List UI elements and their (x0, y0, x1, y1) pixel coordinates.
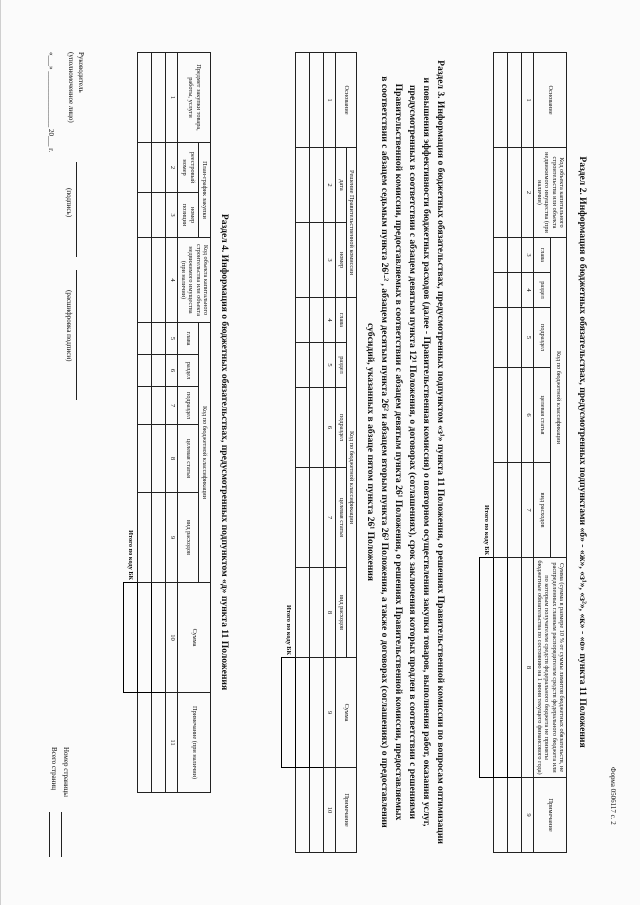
rotated-form-sheet (10, 12, 625, 897)
s3-cell[interactable] (296, 298, 310, 343)
s2-total-label: Итого по коду БК (483, 505, 491, 556)
s3-cell[interactable] (296, 388, 310, 468)
s4-h-podrazdel: подраздел (178, 387, 199, 425)
total-pages-label: Всего страниц (50, 747, 58, 791)
s3-title-line: и повышения эффективности бюджетных расходов (далее - Правительственная комиссия) о повторном осуществлении закупки товаров, выполнения работ, оказания услуг, (421, 77, 432, 827)
s3-cell[interactable] (296, 53, 310, 148)
s2-cell[interactable] (508, 463, 522, 558)
s4-cell[interactable] (152, 493, 166, 583)
s3-cell[interactable] (310, 568, 324, 658)
s3-num: 10 (324, 768, 336, 853)
s2-cell[interactable] (494, 368, 508, 463)
page-edge (0, 0, 1, 905)
s3-cell[interactable] (296, 223, 310, 298)
s2-cell[interactable] (494, 238, 508, 273)
s2-num: 9 (522, 778, 534, 853)
s4-cell[interactable] (138, 355, 152, 387)
s2-h-target: целевая статья (534, 368, 550, 463)
page-number-label: Номер страницы (62, 747, 70, 798)
s3-cell[interactable] (296, 568, 310, 658)
s3-cell[interactable] (310, 298, 324, 343)
signature-line[interactable] (76, 162, 77, 257)
s3-empty (282, 768, 296, 853)
s3-title-line: Правительственной комиссии, предоставляемых в соответствии с абзацем девятым пункта 26¹ Положения, о решениях Правительственной комиссии, предоставляемых (393, 83, 404, 821)
s3-total-label: Итого по коду БК (285, 605, 293, 656)
s2-cell[interactable] (508, 308, 522, 368)
s3-h-number: номер (336, 223, 346, 298)
s3-cell[interactable] (310, 388, 324, 468)
s4-empty (138, 793, 211, 853)
s4-num: 8 (166, 425, 178, 493)
s2-num: 8 (522, 558, 534, 778)
s2-total-value[interactable] (480, 558, 494, 778)
s2-cell[interactable] (494, 148, 508, 238)
head-label: Руководитель (77, 52, 85, 93)
s4-h-glava: глава (178, 323, 199, 355)
section3-table (281, 52, 357, 853)
s4-num: 4 (166, 238, 178, 323)
s4-cell[interactable] (152, 355, 166, 387)
s2-h-object: Код объекта капитального строительства или объекта недвижимого имущества (при наличии) (534, 148, 567, 238)
s2-num: 4 (522, 273, 534, 308)
head-sub: (уполномоченное лицо) (67, 52, 75, 123)
s3-cell[interactable] (296, 343, 310, 388)
s4-cell[interactable] (138, 238, 152, 323)
s4-cell[interactable] (138, 583, 152, 693)
s3-title-line: Раздел 3. Информация о бюджетных обязательствах, предусмотренных подпунктом «з¹» пункта 11 Положения, о решениях Правительственной комиссии по вопросам оптимизации (435, 60, 446, 844)
s4-cell[interactable] (138, 387, 152, 425)
s2-num: 7 (522, 463, 534, 558)
s3-title-line: предусмотренных в соответствии с абзацем девятым пункта 12¹ Положения, о договорах (соглашениях), срок заключения которых продлен в соответствии с решениями (407, 84, 418, 820)
s2-num: 1 (522, 53, 534, 148)
s4-h-razdel: раздел (178, 355, 199, 387)
s4-num: 11 (166, 693, 178, 793)
s4-cell[interactable] (138, 53, 152, 143)
s4-cell[interactable] (152, 238, 166, 323)
s2-cell[interactable] (508, 148, 522, 238)
s4-cell[interactable] (138, 143, 152, 193)
s3-h-note: Примечание (336, 768, 357, 853)
s4-num: 2 (166, 143, 178, 193)
s3-cell[interactable] (296, 768, 310, 853)
section4-title: Раздел 4. Информация о бюджетных обязательствах, предусмотренных подпунктом «д» пункта 11 Положения (219, 213, 230, 691)
s3-num: 8 (324, 568, 336, 658)
s3-h-budget-code: Код по бюджетной классификации (346, 298, 356, 658)
s4-num: 5 (166, 323, 178, 355)
s3-h-sum: Сумма (336, 658, 357, 768)
s3-total-value[interactable] (282, 658, 296, 768)
s3-num: 4 (324, 298, 336, 343)
s2-cell[interactable] (494, 778, 508, 853)
s4-h-plan: План-график закупки (198, 143, 210, 238)
s3-num: 5 (324, 343, 336, 388)
s2-h-sum: Сумма (сумма в размере 10 % от суммы лимитов бюджетных обязательств, не распределенных главным распорядителем средств федерального бюджета или по которым получателем средств федерального бюджета не приняты бюджетные обязательства по состоянию на 1 июня текущего финансового года) (534, 558, 567, 778)
s4-h-note: Примечание (при наличии) (178, 693, 211, 793)
s4-num: 7 (166, 387, 178, 425)
s3-cell[interactable] (296, 658, 310, 768)
s4-total-label: Итого по коду БК (127, 530, 135, 581)
s2-h-podrazdel: подраздел (534, 308, 550, 368)
s4-h-target: целевая статья (178, 425, 199, 493)
s3-h-basis: Основание (336, 53, 357, 148)
date-line[interactable]: «___» ________________ 20___ г. (47, 52, 55, 153)
s2-cell[interactable] (508, 53, 522, 148)
s2-cell[interactable] (508, 368, 522, 463)
s3-cell[interactable] (310, 768, 324, 853)
s2-h-basis: Основание (534, 53, 567, 148)
s4-num: 3 (166, 193, 178, 238)
s4-cell[interactable] (152, 425, 166, 493)
page-number-line[interactable] (61, 812, 62, 857)
s3-cell[interactable] (310, 343, 324, 388)
section2-title: Раздел 2. Информация о бюджетных обязательствах, предусмотренных подпунктами «б» - «ж», «з¹», «з²», «к» - «о» пункта 11 Положения (577, 156, 588, 748)
s3-cell[interactable] (296, 468, 310, 568)
s4-cell[interactable] (138, 693, 152, 793)
s2-cell[interactable] (494, 273, 508, 308)
form-code: Форма 0506117 с. 2 (609, 767, 617, 825)
s2-num: 5 (522, 308, 534, 368)
s3-h-expense-type: вид расходов (336, 568, 346, 658)
s3-h-date: дата (336, 148, 346, 223)
s4-h-registry: реестровый номер (178, 143, 199, 193)
s3-num: 9 (324, 658, 336, 768)
s3-cell[interactable] (310, 53, 324, 148)
s4-cell[interactable] (138, 425, 152, 493)
s2-h-razdel: раздел (534, 273, 550, 308)
s4-num: 10 (166, 583, 178, 693)
s4-cell[interactable] (138, 323, 152, 355)
total-pages-line[interactable] (49, 812, 50, 857)
s2-cell[interactable] (508, 558, 522, 778)
section4-table (123, 52, 211, 853)
section3-title (363, 52, 447, 852)
s2-empty (480, 778, 494, 853)
s4-h-sum: Сумма (178, 583, 211, 693)
s4-cell[interactable] (152, 583, 166, 693)
s3-cell[interactable] (310, 658, 324, 768)
section2-table (479, 52, 567, 853)
s4-cell[interactable] (138, 193, 152, 238)
s4-cell[interactable] (152, 53, 166, 143)
s2-cell[interactable] (508, 778, 522, 853)
s2-h-note: Примечание (534, 778, 567, 853)
s3-h-target: целевая статья (336, 468, 346, 568)
s4-num: 6 (166, 355, 178, 387)
s4-h-subject: Предмет закупки товара, работы, услуги (178, 53, 211, 143)
s4-total-value[interactable] (124, 583, 138, 693)
s2-cell[interactable] (494, 53, 508, 148)
s2-cell[interactable] (508, 238, 522, 273)
s2-cell[interactable] (494, 308, 508, 368)
s4-h-expense-type: вид расходов (178, 493, 199, 583)
s2-cell[interactable] (494, 463, 508, 558)
s3-h-razdel: раздел (336, 343, 346, 388)
decode-label: (расшифровка подписи) (65, 290, 73, 362)
sign-label: (подпись) (65, 188, 73, 218)
s4-num: 1 (166, 53, 178, 143)
s3-h-podrazdel: подраздел (336, 388, 346, 468)
s3-cell[interactable] (296, 148, 310, 223)
s4-h-position: номер позиции (178, 193, 199, 238)
s2-h-glava: глава (534, 238, 550, 273)
s2-cell[interactable] (494, 558, 508, 778)
s3-title-line: в соответствии с абзацем седьмым пункта 26¹-² , абзацем десятым пункта 26² и абзацем вторым пункта 26³ Положения, а также о договорах (соглашениях) о предоставлении (379, 76, 390, 828)
s4-cell[interactable] (152, 143, 166, 193)
s3-cell[interactable] (310, 148, 324, 223)
s4-cell[interactable] (152, 693, 166, 793)
s3-title-line: субсидий, указанных в абзаце пятом пункта 26¹ Положения (365, 323, 376, 581)
s4-cell[interactable] (138, 493, 152, 583)
s3-num: 6 (324, 388, 336, 468)
s4-h-object: Код объекта капитального строительства или объекта недвижимого имущества (при наличии) (178, 238, 211, 323)
s3-cell[interactable] (310, 223, 324, 298)
s2-cell[interactable] (508, 273, 522, 308)
s4-h-budget-code: Код по бюджетной классификации (198, 323, 210, 583)
s3-h-glava: глава (336, 298, 346, 343)
s4-cell[interactable] (152, 193, 166, 238)
s2-h-expense-type: вид расходов (534, 463, 550, 558)
s2-num: 6 (522, 368, 534, 463)
s3-num: 7 (324, 468, 336, 568)
s4-cell[interactable] (152, 323, 166, 355)
s3-num: 3 (324, 223, 336, 298)
s2-num: 2 (522, 148, 534, 238)
s3-num: 2 (324, 148, 336, 223)
s2-h-budget-code: Код по бюджетной классификации (550, 238, 566, 558)
decode-line[interactable] (76, 270, 77, 400)
s4-cell[interactable] (152, 387, 166, 425)
s3-cell[interactable] (310, 468, 324, 568)
s2-num: 3 (522, 238, 534, 273)
s4-empty (124, 693, 138, 793)
s3-h-decision: Решение Правительственной комиссии (346, 148, 356, 298)
s3-num: 1 (324, 53, 336, 148)
s4-num: 9 (166, 493, 178, 583)
